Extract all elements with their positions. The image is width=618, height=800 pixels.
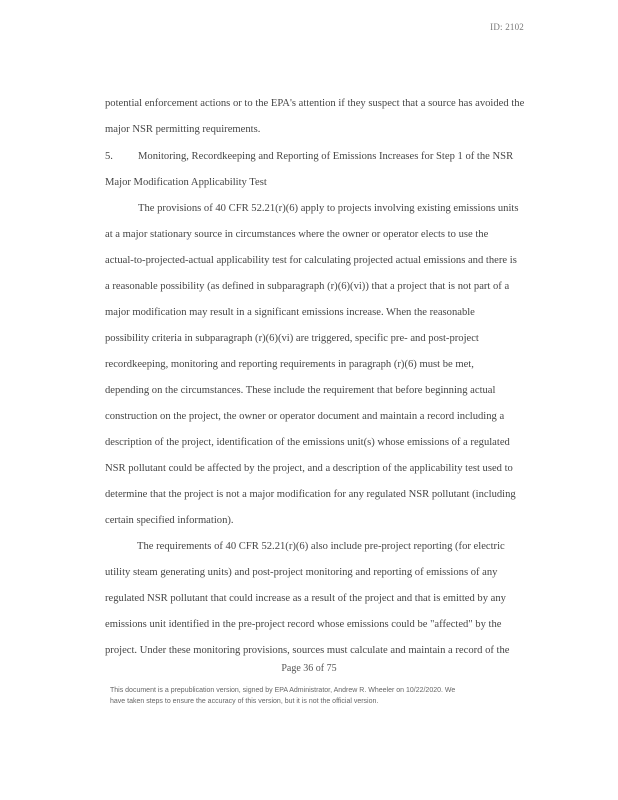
body-line: actual-to-projected-actual applicability test for calculating projected actual emissions and there is <box>105 255 517 266</box>
document-id: ID: 2102 <box>490 22 524 32</box>
disclaimer-line: This document is a prepublication version, signed by EPA Administrator, Andrew R. Wheeler on 10/22/2020. We <box>110 687 456 694</box>
body-line: depending on the circumstances. These include the requirement that before beginning actual <box>105 385 496 396</box>
body-line: project. Under these monitoring provisions, sources must calculate and maintain a record of the <box>105 645 510 656</box>
body-line: a reasonable possibility (as defined in subparagraph (r)(6)(vi)) that a project that is not part of a <box>105 281 510 292</box>
page-number: Page 36 of 75 <box>281 663 337 674</box>
body-line: certain specified information). <box>105 515 234 526</box>
body-line: description of the project, identification of the emissions unit(s) whose emissions of a regulated <box>105 437 510 448</box>
body-line: NSR pollutant could be affected by the project, and a description of the applicability test used to <box>105 463 513 474</box>
section-number: 5. <box>105 151 113 162</box>
body-line: major NSR permitting requirements. <box>105 124 261 135</box>
body-line: The requirements of 40 CFR 52.21(r)(6) also include pre-project reporting (for electric <box>137 541 505 552</box>
disclaimer-line: have taken steps to ensure the accuracy of this version, but it is not the official version. <box>110 698 379 705</box>
body-line: at a major stationary source in circumstances where the owner or operator elects to use the <box>105 229 489 240</box>
body-line: The provisions of 40 CFR 52.21(r)(6) apply to projects involving existing emissions units <box>138 203 519 214</box>
body-line: construction on the project, the owner or operator document and maintain a record including a <box>105 411 505 422</box>
body-line: recordkeeping, monitoring and reporting requirements in paragraph (r)(6) must be met, <box>105 359 474 370</box>
body-line: utility steam generating units) and post-project monitoring and reporting of emissions of any <box>105 567 498 578</box>
body-line: regulated NSR pollutant that could increase as a result of the project and that is emitted by any <box>105 593 506 604</box>
body-line: potential enforcement actions or to the EPA's attention if they suspect that a source has avoided the <box>105 98 525 109</box>
section-heading: Monitoring, Recordkeeping and Reporting of Emissions Increases for Step 1 of the NSR <box>138 151 514 162</box>
body-line: possibility criteria in subparagraph (r)(6)(vi) are triggered, specific pre- and post-project <box>105 333 479 344</box>
body-line: major modification may result in a significant emissions increase. When the reasonable <box>105 307 475 318</box>
body-line: emissions unit identified in the pre-project record whose emissions could be "affected" by the <box>105 619 502 630</box>
body-line: determine that the project is not a major modification for any regulated NSR pollutant (including <box>105 489 516 500</box>
section-heading-cont: Major Modification Applicability Test <box>105 177 267 188</box>
